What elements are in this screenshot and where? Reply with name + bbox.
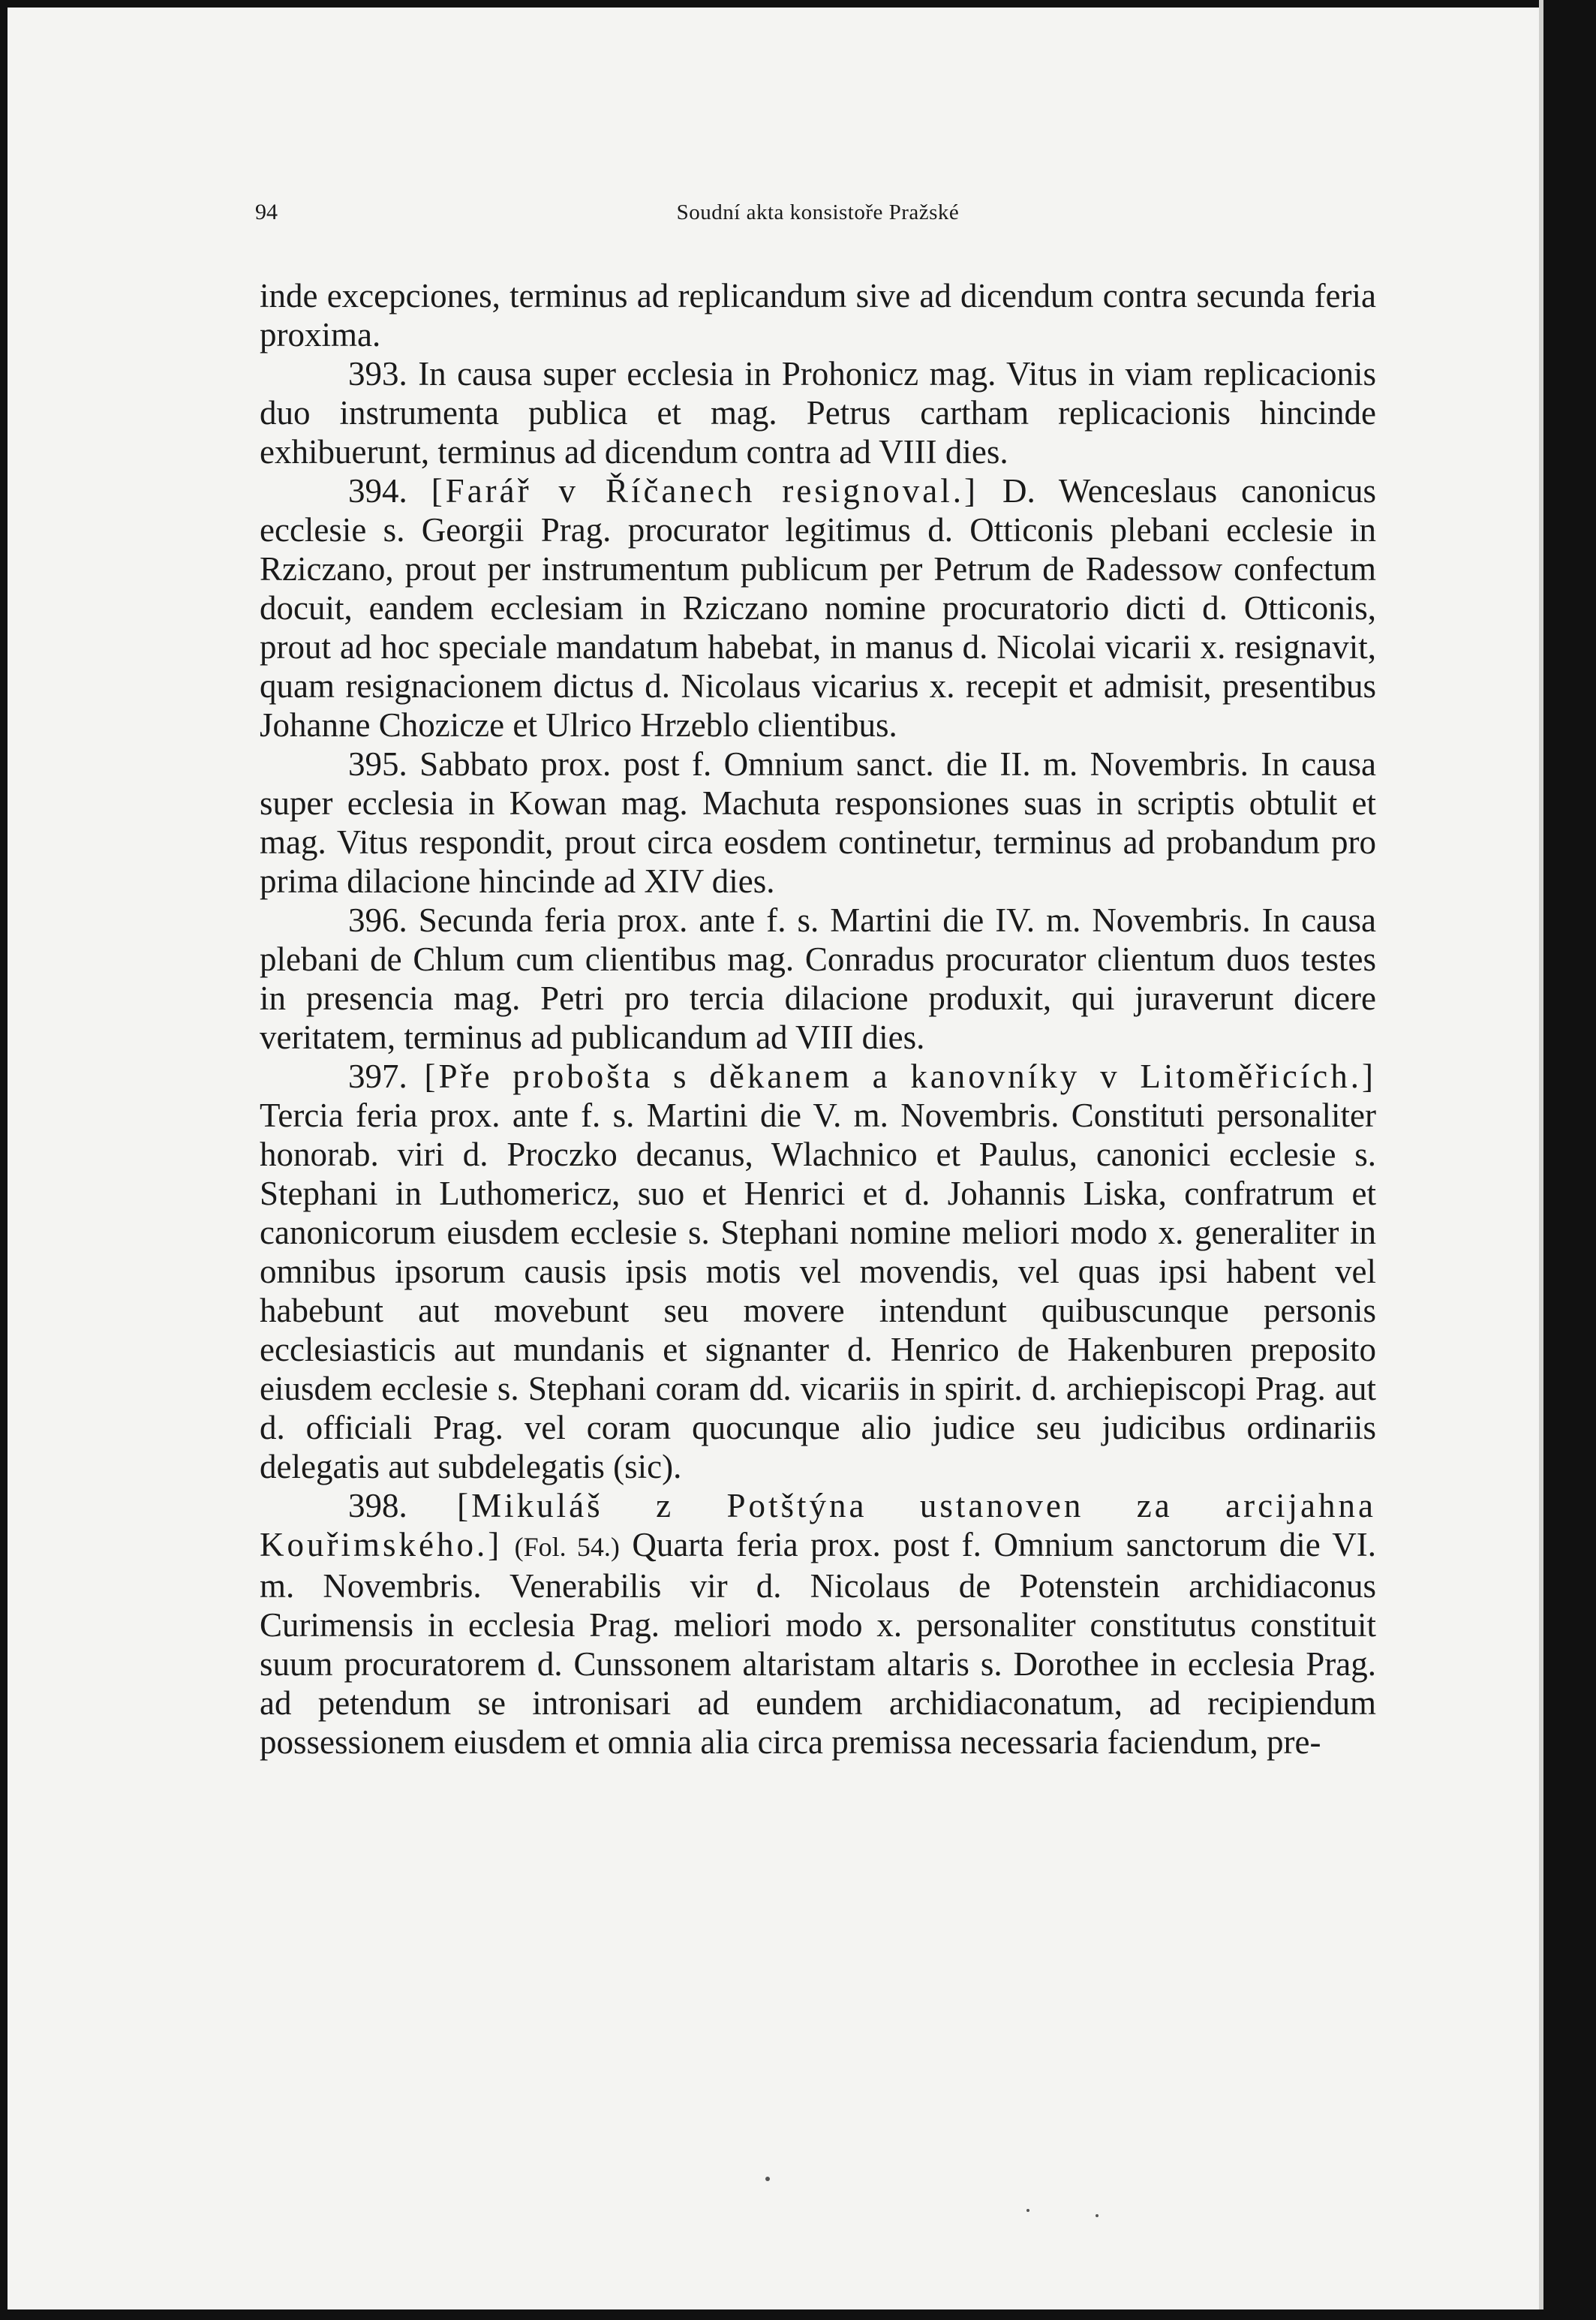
entry-text: 396. Secunda feria prox. ante f. s. Martini die IV. m. Novembris. In causa plebani de Chlum cum clientibus mag. Conradus procurator clientum duos testes in presencia mag. Petri pro tercia dilacione produxit, qui juraverunt dicere veritatem, terminus ad publicandum ad VIII dies. [260,901,1376,1056]
paragraph-continuation [260,276,1376,354]
scan-border-right [1543,0,1596,2320]
scan-speck [765,2177,770,2181]
page-number: 94 [255,200,278,224]
entry-text: D. Wenceslaus canonicus ecclesie s. Georgii Prag. procurator legitimus d. Otticonis plebani ecclesie in Rziczano, prout per instrumentum publicum per Petrum de Radessow confectum docuit, eandem ecclesiam in Rziczano nomine procuratorio dicti d. Otticonis, prout ad hoc speciale mandatum habebat, in manus d. Nicolai vicarii x. resignavit, quam resignacionem dictus d. Nicolaus vicarius x. recepit et admisit, presentibus Johanne Chozicze et Ulrico Hrzeblo clientibus. [260,472,1376,744]
entry-text: 397. [348,1058,425,1095]
entry-text: Tercia feria prox. ante f. s. Martini die V. m. Novembris. Constituti personaliter honorab. viri d. Proczko decanus, Wlachnico et Paulus, canonici ecclesie s. Stephani in Luthomericz, suo et Henrici et d. Johannis Liska, confratrum et canonicorum eiusdem ecclesie s. Stephani nomine meliori modo x. generaliter in omnibus ipsorum causis ipsis motis vel movendis, vel quas ipsi habent vel habebunt aut movebunt seu movere intendunt quibuscunque personis ecclesiasticis aut mundanis et signanter d. Henrico de Hakenburen preposito eiusdem ecclesie s. Stephani coram dd. vicariis in spirit. d. archiepiscopi Prag. aut d. officiali Prag. vel coram quocunque alio judice seu judicibus ordinariis delegatis aut subdelegatis (sic). [260,1097,1376,1485]
entry-393 [260,354,1376,471]
scan-speck [1026,2209,1029,2212]
entry-text: 394. [348,472,431,510]
entry-398 [260,1486,1376,1762]
entry-394 [260,471,1376,745]
entry-396 [260,901,1376,1057]
entry-395 [260,745,1376,901]
entry-text: inde excepciones, terminus ad replicandum sive ad dicendum contra secunda feria proxima. [260,277,1376,354]
entry-heading: [Mikuláš z Potštýna ustanoven za arcijahna Kouřimského.] [260,1487,1376,1563]
entry-text [502,1526,514,1563]
running-head: Soudní akta konsistoře Pražské [676,200,960,224]
entry-text: 393. In causa super ecclesia in Prohonicz mag. Vitus in viam replicacionis duo instrumenta publica et mag. Petrus cartham replicacionis hincinde exhibuerunt, terminus ad dicendum contra ad VIII dies. [260,355,1376,471]
entry-text: 398. [348,1487,458,1524]
entry-text: 395. Sabbato prox. post f. Omnium sanct. die II. m. Novembris. In causa super ecclesia in Kowan mag. Machuta responsiones suas in scriptis obtulit et mag. Vitus respondit, prout circa eosdem continetur, terminus ad probandum pro prima dilacione hincinde ad XIV dies. [260,745,1376,900]
entry-heading: [Farář v Říčanech resignoval.] [431,472,979,510]
scan-speck [1096,2214,1099,2217]
page-header [255,194,1381,231]
entry-text: Quarta feria prox. post f. Omnium sanctorum die VI. m. Novembris. Venerabilis vir d. Nicolaus de Potenstein archidiaconus Curimensis in ecclesia Prag. meliori modo x. personaliter constitutus constituit suum procuratorem d. Cunssonem altaristam altaris s. Dorothee in ecclesia Prag. ad petendum se intronisari ad eundem archidiaconatum, ad recipiendum possessionem eiusdem et omnia alia circa premissa necessaria faciendum, pre- [260,1526,1377,1761]
entry-397 [260,1057,1376,1486]
entry-heading: [Pře probošta s děkanem a kanovníky v Litoměřicích.] [424,1058,1377,1095]
folio-reference: (Fol. 54.) [514,1532,620,1562]
body-text [260,276,1376,1762]
